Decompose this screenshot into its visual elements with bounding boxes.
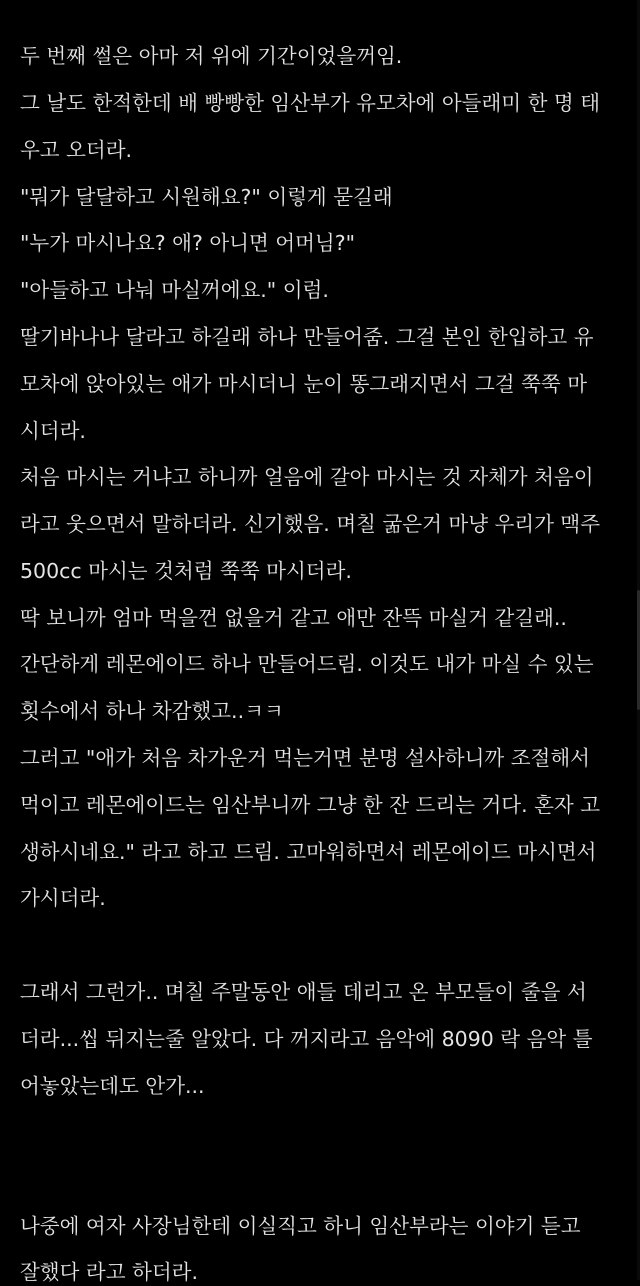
post-line: 어놓았는데도 안가... (20, 1074, 205, 1098)
post-line: "아들하고 나눠 마실꺼에요." 이럼. (20, 278, 329, 302)
post-line: 500cc 마시는 것처럼 쭉쭉 마시더라. (20, 559, 352, 583)
post-line: 나중에 여자 사장님한테 이실직고 하니 임산부라는 이야기 듣고 (20, 1214, 581, 1238)
post-line: 딸기바나나 달라고 하길래 하나 만들어줌. 그걸 본인 한입하고 유 (20, 325, 594, 349)
post-line: 두 번째 썰은 아마 저 위에 기간이었을꺼임. (20, 44, 403, 68)
post-line: 먹이고 레몬에이드는 임산부니까 그냥 한 잔 드리는 거다. 혼자 고 (20, 793, 601, 817)
post-line: 딱 보니까 엄마 먹을껀 없을거 같고 애만 잔뜩 마실거 같길래.. (20, 606, 567, 630)
post-line: 시더라. (20, 419, 86, 443)
post-line: 그러고 "애가 처음 차가운거 먹는거면 분명 설사하니까 조절해서 (20, 746, 590, 770)
post-line: 더라...씹 뒤지는줄 알았다. 다 꺼지라고 음악에 8090 락 음악 틀 (20, 1027, 593, 1051)
post-line: 횟수에서 하나 차감했고..ㅋㅋ (20, 699, 284, 723)
post-line: "누가 마시나요? 애? 아니면 어머님?" (20, 231, 356, 255)
post-line: 생하시네요." 라고 하고 드림. 고마워하면서 레몬에이드 마시면서 (20, 840, 597, 864)
post-line: 그래서 그런가.. 며칠 주말동안 애들 데리고 온 부모들이 줄을 서 (20, 980, 587, 1004)
post-line: 모차에 앉아있는 애가 마시더니 눈이 똥그래지면서 그걸 쭉쭉 마 (20, 372, 588, 396)
post-line: 라고 웃으면서 말하더라. 신기했음. 며칠 굶은거 마냥 우리가 맥주 (20, 512, 601, 536)
post-line: 잘했다 라고 하더라. (20, 1260, 198, 1284)
post-line: 간단하게 레몬에이드 하나 만들어드림. 이것도 내가 마실 수 있는 (20, 652, 594, 676)
post-line: 가시더라. (20, 886, 106, 910)
post-line: 우고 오더라. (20, 138, 133, 162)
post-line: 그 날도 한적한데 배 빵빵한 임산부가 유모차에 아들래미 한 명 태 (20, 91, 601, 115)
post-line: 처음 마시는 거냐고 하니까 얼음에 갈아 마시는 것 자체가 처음이 (20, 465, 594, 489)
post-line: "뭐가 달달하고 시원해요?" 이렇게 묻길래 (20, 185, 393, 209)
